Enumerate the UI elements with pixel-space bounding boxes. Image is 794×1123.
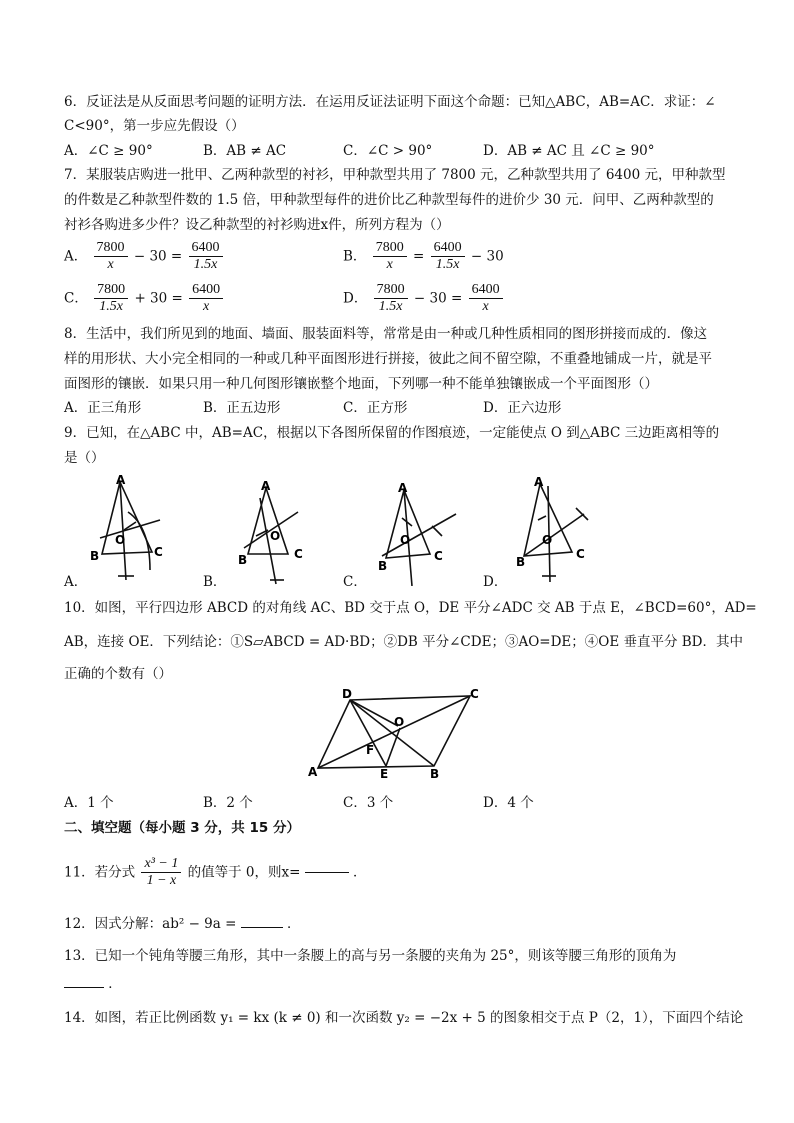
q7-d-op: − 30 = [413, 290, 463, 307]
q7-option-b [343, 240, 504, 273]
q8-line2: 样的用形状、大小完全相同的一种或几种平面图形进行拼接，彼此之间不留空隙，不重叠地铺成一片，就是平 [64, 351, 712, 367]
q7-c-label: C． [64, 290, 88, 307]
q7-d-frac1: $\frac{7800}{1.5x}$ [374, 282, 408, 315]
q9d-pt-a: A [534, 475, 544, 489]
q7-c-op: + 30 = [134, 290, 183, 307]
q13-line1: 13．已知一个钝角等腰三角形，其中一条腰上的高与另一条腰的夹角为 25°，则该等腰三角形的顶角为 [64, 948, 677, 964]
q9b-pt-b: B [238, 553, 248, 567]
q9c-pt-b: B [378, 559, 388, 573]
q6-line2: C<90°，第一步应先假设（） [64, 118, 245, 134]
q9d-pt-c: C [576, 547, 585, 561]
q12-text: 12．因式分解：ab² − 9a = [64, 916, 237, 932]
q13-end: ． [108, 976, 122, 992]
q10-option-a: A．1 个 [64, 795, 114, 811]
q8-option-a: A．正三角形 [64, 400, 142, 416]
q7-a-frac1: $\frac{7800}{x}$ [94, 240, 128, 273]
q10-option-d: D．4 个 [483, 795, 534, 811]
q9-line2: 是（） [64, 450, 105, 466]
q11-frac: $\frac{\text{x³ − 1}}{1 - x}$ [141, 856, 181, 889]
q9-label-c: C． [343, 574, 367, 590]
q12-blank[interactable] [241, 927, 283, 928]
q10-pt-e: E [380, 767, 389, 780]
q7-a-frac2: $\frac{6400}{1.5x}$ [189, 240, 223, 273]
q9-figure-a [80, 472, 180, 584]
q9-label-a: A． [64, 574, 88, 590]
q12 [64, 914, 301, 934]
q9-line1: 9．已知，在△ABC 中，AB=AC，根据以下各图所保留的作图痕迹，一定能使点 O 到△ABC 三边距离相等的 [64, 425, 720, 441]
q10-pt-f: F [366, 743, 375, 757]
q9a-pt-c: C [154, 545, 163, 559]
q9c-pt-o: O [400, 533, 411, 547]
q11-post: 的值等于 0，则x= [187, 864, 301, 881]
q9-label-b: B． [203, 574, 227, 590]
q13-blank[interactable] [64, 987, 104, 988]
q11 [64, 856, 367, 889]
q9-figure-d [512, 472, 596, 586]
q7-a-label: A． [64, 248, 88, 265]
q7-option-c [64, 282, 225, 315]
q7-c-frac2: $\frac{6400}{x}$ [189, 282, 223, 315]
q9-figure-b [232, 476, 312, 588]
q9a-pt-a: A [116, 473, 126, 487]
q10-pt-c: C [470, 687, 479, 701]
q10-line3: 正确的个数有（） [64, 666, 172, 682]
q10-pt-a: A [308, 765, 318, 779]
q9a-pt-o: O [115, 533, 126, 547]
q7-d-frac2: $\frac{6400}{x}$ [469, 282, 503, 315]
q8-line3: 面图形的镶嵌．如果只用一种几何图形镶嵌整个地面，下列哪一种不能单独镶嵌成一个平面图形（） [64, 376, 658, 392]
q10-pt-b: B [430, 767, 440, 780]
q14-line1: 14．如图，若正比例函数 y₁ = kx (k ≠ 0) 和一次函数 y₂ = −2x + 5 的图象相交于点 P（2，1），下面四个结论 [64, 1010, 744, 1026]
q11-end: ． [353, 864, 367, 881]
section-fill-in-title: 二、填空题（每小题 3 分，共 15 分） [64, 820, 300, 836]
q7-b-frac1: $\frac{7800}{x}$ [373, 240, 407, 273]
q6-option-c: C．∠C > 90° [343, 143, 433, 159]
q9c-pt-c: C [434, 549, 443, 563]
q9d-pt-b: B [516, 555, 526, 569]
q7-a-op: − 30 = [133, 248, 183, 265]
q10-line2: AB，连接 OE．下列结论：①S▱ABCD = AD·BD；②DB 平分∠CDE；③AO=DE；④OE 垂直平分 BD．其中 [64, 634, 744, 650]
q10-pt-d: D [342, 687, 352, 701]
q11-blank[interactable] [305, 872, 349, 873]
q7-line3: 衬衫各购进多少件？设乙种款型的衬衫购进x件，所列方程为（） [64, 217, 450, 233]
q7-line1: 7．某服装店购进一批甲、乙两种款型的衬衫，甲种款型共用了 7800 元，乙种款型共用了 6400 元，甲种款型 [64, 167, 726, 183]
q6-option-d: D．AB ≠ AC 且 ∠C ≥ 90° [483, 143, 655, 159]
q8-option-d: D．正六边形 [483, 400, 562, 416]
q10-pt-o: O [394, 715, 405, 729]
q9b-pt-a: A [261, 479, 271, 493]
q9a-pt-b: B [90, 549, 100, 563]
q9b-pt-c: C [294, 547, 303, 561]
q9b-pt-o: O [270, 529, 281, 543]
q10-option-b: B．2 个 [203, 795, 253, 811]
q8-line1: 8．生活中，我们所见到的地面、墙面、服装面料等，常常是由一种或几种性质相同的图形拼接而成的．像这 [64, 326, 708, 342]
q9-figure-c [372, 478, 462, 586]
q6-option-b: B．AB ≠ AC [203, 143, 287, 159]
q7-b-frac2: $\frac{6400}{1.5x}$ [431, 240, 465, 273]
q7-b-op: = [413, 248, 425, 265]
q9d-pt-o: O [542, 533, 553, 547]
q7-b-label: B． [343, 248, 367, 265]
q11-pre: 11．若分式 [64, 864, 136, 881]
q7-line2: 的件数是乙种款型件数的 1.5 倍，甲种款型每件的进价比乙种款型每件的进价少 30 元．问甲、乙两种款型的 [64, 192, 714, 208]
q7-c-frac1: $\frac{7800}{1.5x}$ [94, 282, 128, 315]
q7-option-d [343, 282, 505, 315]
q7-option-a [64, 240, 225, 273]
q10-parallelogram-figure [306, 684, 492, 780]
q8-option-b: B．正五边形 [203, 400, 281, 416]
q6-option-a: A．∠C ≥ 90° [64, 143, 153, 159]
q12-end: ． [287, 916, 301, 932]
q10-line1: 10．如图，平行四边形 ABCD 的对角线 AC、BD 交于点 O，DE 平分∠ADC 交 AB 于点 E，∠BCD=60°，AD= [64, 600, 757, 616]
q8-option-c: C．正方形 [343, 400, 408, 416]
q9c-pt-a: A [398, 481, 408, 495]
q7-d-label: D． [343, 290, 368, 307]
q13-line2 [64, 974, 122, 994]
q6-line1: 6．反证法是从反面思考问题的证明方法．在运用反证法证明下面这个命题：已知△ABC，AB=AC．求证：∠ [64, 94, 716, 110]
q7-b-op2: − 30 [470, 248, 504, 265]
q9-label-d: D． [483, 574, 508, 590]
q10-option-c: C．3 个 [343, 795, 394, 811]
